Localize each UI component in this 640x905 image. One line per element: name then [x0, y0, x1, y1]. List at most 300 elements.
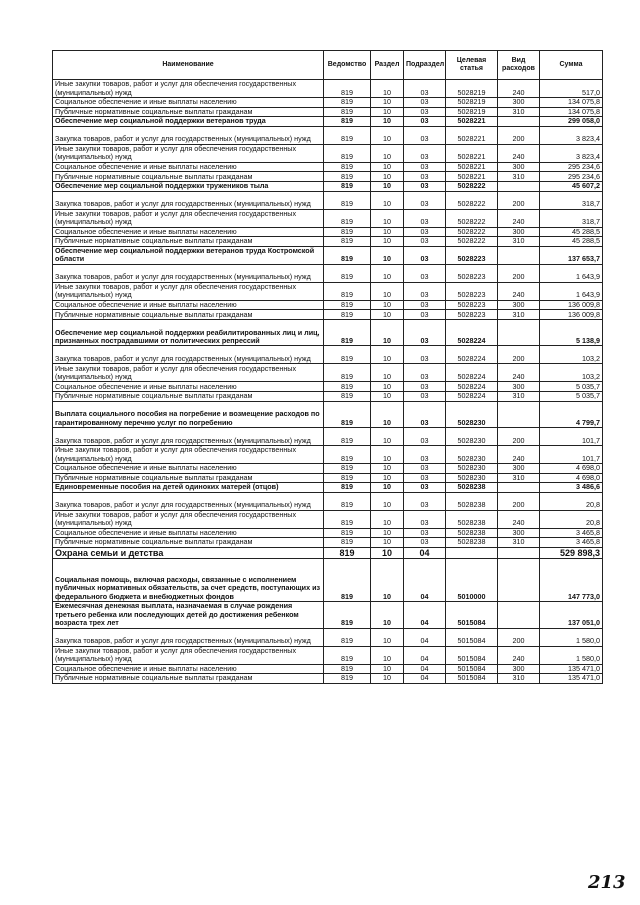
cell-podrazdel: 04: [404, 646, 446, 664]
cell-name: Ежемесячная денежная выплата, назначаемая в случае рождения третьего ребенка или последующих детей до достижения ребенком возраста трех лет: [53, 602, 324, 628]
table-row: [53, 191, 603, 209]
cell-name: Социальное обеспечение и иные выплаты населению: [53, 528, 324, 538]
cell-name: Охрана семьи и детства: [53, 547, 324, 558]
cell-summa: 517,0: [540, 80, 603, 98]
cell-celevaya: 5028223: [446, 282, 498, 300]
cell-vid: 300: [498, 463, 540, 473]
cell-name: Выплата социального пособия на погребение и возмещение расходов по гарантированному перечню услуг по погребению: [53, 401, 324, 427]
cell-podrazdel: 03: [404, 126, 446, 144]
cell-podrazdel: 03: [404, 172, 446, 182]
cell-ved: 819: [324, 559, 371, 602]
table-row: [53, 264, 603, 282]
cell-ved: 819: [324, 144, 371, 162]
cell-celevaya: 5028219: [446, 80, 498, 98]
table-row: [53, 401, 603, 427]
cell-summa: 3 823,4: [540, 126, 603, 144]
cell-ved: 819: [324, 492, 371, 510]
cell-ved: 819: [324, 483, 371, 493]
cell-podrazdel: 03: [404, 364, 446, 382]
cell-razdel: 10: [371, 382, 404, 392]
cell-ved: 819: [324, 227, 371, 237]
cell-summa: 5 035,7: [540, 391, 603, 401]
cell-ved: 819: [324, 209, 371, 227]
cell-podrazdel: 03: [404, 427, 446, 445]
cell-vid: 240: [498, 80, 540, 98]
cell-vid: 310: [498, 237, 540, 247]
cell-ved: 819: [324, 664, 371, 674]
cell-vid: [498, 181, 540, 191]
cell-ved: 819: [324, 107, 371, 117]
cell-celevaya: 5028221: [446, 162, 498, 172]
cell-summa: 103,2: [540, 346, 603, 364]
table-row: [53, 427, 603, 445]
table-row: [53, 310, 603, 320]
cell-ved: 819: [324, 427, 371, 445]
cell-summa: 318,7: [540, 191, 603, 209]
table-row: [53, 300, 603, 310]
cell-summa: 20,8: [540, 510, 603, 528]
cell-celevaya: 5015084: [446, 664, 498, 674]
cell-summa: 134 075,8: [540, 98, 603, 108]
cell-razdel: 10: [371, 107, 404, 117]
cell-vid: [498, 559, 540, 602]
header-name: Наименование: [53, 51, 324, 80]
cell-razdel: 10: [371, 510, 404, 528]
cell-summa: 136 009,8: [540, 310, 603, 320]
cell-podrazdel: 03: [404, 401, 446, 427]
cell-podrazdel: 03: [404, 463, 446, 473]
cell-name: Публичные нормативные социальные выплаты гражданам: [53, 172, 324, 182]
cell-razdel: 10: [371, 227, 404, 237]
cell-name: Социальное обеспечение и иные выплаты населению: [53, 227, 324, 237]
cell-razdel: 10: [371, 401, 404, 427]
cell-summa: 295 234,6: [540, 172, 603, 182]
cell-razdel: 10: [371, 664, 404, 674]
table-row: [53, 282, 603, 300]
cell-podrazdel: 04: [404, 547, 446, 558]
cell-name: Обеспечение мер социальной поддержки реабилитированных лиц и лиц, признанных пострадавшими от политических репрессий: [53, 319, 324, 345]
cell-summa: 3 823,4: [540, 144, 603, 162]
cell-celevaya: 5028221: [446, 126, 498, 144]
cell-podrazdel: 03: [404, 445, 446, 463]
table-row: [53, 364, 603, 382]
cell-summa: 45 288,5: [540, 227, 603, 237]
cell-razdel: 10: [371, 126, 404, 144]
cell-podrazdel: 03: [404, 483, 446, 493]
cell-ved: 819: [324, 674, 371, 684]
cell-vid: [498, 246, 540, 264]
header-ved: Ведомство: [324, 51, 371, 80]
cell-ved: 819: [324, 391, 371, 401]
cell-celevaya: 5015084: [446, 602, 498, 628]
cell-razdel: 10: [371, 427, 404, 445]
cell-ved: 819: [324, 264, 371, 282]
cell-summa: 318,7: [540, 209, 603, 227]
cell-summa: 1 580,0: [540, 628, 603, 646]
cell-vid: 310: [498, 674, 540, 684]
cell-celevaya: 5028222: [446, 237, 498, 247]
cell-ved: 819: [324, 463, 371, 473]
table-row: [53, 162, 603, 172]
cell-vid: 310: [498, 538, 540, 548]
cell-razdel: 10: [371, 181, 404, 191]
cell-summa: 3 465,8: [540, 528, 603, 538]
cell-razdel: 10: [371, 547, 404, 558]
table-row: [53, 319, 603, 345]
cell-ved: 819: [324, 346, 371, 364]
cell-name: Единовременные пособия на детей одиноких матерей (отцов): [53, 483, 324, 493]
table-row: [53, 528, 603, 538]
table-row: [53, 117, 603, 127]
cell-ved: 819: [324, 547, 371, 558]
cell-razdel: 10: [371, 492, 404, 510]
cell-ved: 819: [324, 602, 371, 628]
cell-ved: 819: [324, 98, 371, 108]
cell-podrazdel: 03: [404, 492, 446, 510]
cell-ved: 819: [324, 473, 371, 483]
cell-celevaya: 5015084: [446, 674, 498, 684]
cell-celevaya: 5028223: [446, 246, 498, 264]
cell-podrazdel: 03: [404, 528, 446, 538]
cell-ved: 819: [324, 300, 371, 310]
cell-celevaya: 5028230: [446, 427, 498, 445]
cell-ved: 819: [324, 282, 371, 300]
table-row: [53, 107, 603, 117]
cell-name: Закупка товаров, работ и услуг для государственных (муниципальных) нужд: [53, 628, 324, 646]
cell-celevaya: 5028221: [446, 172, 498, 182]
cell-razdel: 10: [371, 463, 404, 473]
table-row: [53, 237, 603, 247]
cell-celevaya: 5028238: [446, 510, 498, 528]
cell-vid: 240: [498, 364, 540, 382]
cell-vid: 310: [498, 310, 540, 320]
cell-summa: 4 698,0: [540, 473, 603, 483]
cell-summa: 4 698,0: [540, 463, 603, 473]
budget-sheet: [52, 50, 602, 684]
table-row: [53, 227, 603, 237]
cell-ved: 819: [324, 364, 371, 382]
cell-ved: 819: [324, 401, 371, 427]
cell-name: Закупка товаров, работ и услуг для государственных (муниципальных) нужд: [53, 492, 324, 510]
cell-razdel: 10: [371, 117, 404, 127]
cell-vid: 240: [498, 282, 540, 300]
cell-summa: 4 799,7: [540, 401, 603, 427]
cell-name: Закупка товаров, работ и услуг для государственных (муниципальных) нужд: [53, 191, 324, 209]
cell-podrazdel: 03: [404, 346, 446, 364]
table-row: [53, 126, 603, 144]
cell-ved: 819: [324, 237, 371, 247]
cell-celevaya: 5028230: [446, 401, 498, 427]
cell-podrazdel: 04: [404, 602, 446, 628]
cell-podrazdel: 03: [404, 144, 446, 162]
cell-name: Иные закупки товаров, работ и услуг для обеспечения государственных (муниципальных) нужд: [53, 510, 324, 528]
cell-summa: 295 234,6: [540, 162, 603, 172]
cell-vid: [498, 602, 540, 628]
cell-podrazdel: 04: [404, 664, 446, 674]
cell-summa: 135 471,0: [540, 674, 603, 684]
cell-ved: 819: [324, 126, 371, 144]
cell-celevaya: 5028222: [446, 191, 498, 209]
cell-summa: 135 471,0: [540, 664, 603, 674]
cell-podrazdel: 03: [404, 237, 446, 247]
cell-name: Иные закупки товаров, работ и услуг для обеспечения государственных (муниципальных) нужд: [53, 80, 324, 98]
cell-ved: 819: [324, 181, 371, 191]
cell-vid: 200: [498, 191, 540, 209]
cell-name: Публичные нормативные социальные выплаты гражданам: [53, 107, 324, 117]
header-celevaya: Целевая статья: [446, 51, 498, 80]
cell-vid: [498, 483, 540, 493]
table-row: [53, 445, 603, 463]
cell-razdel: 10: [371, 282, 404, 300]
cell-name: Обеспечение мер социальной поддержки ветеранов труда: [53, 117, 324, 127]
table-row: [53, 246, 603, 264]
cell-razdel: 10: [371, 209, 404, 227]
cell-razdel: 10: [371, 628, 404, 646]
table-row: [53, 559, 603, 602]
table-row: [53, 209, 603, 227]
cell-name: Обеспечение мер социальной поддержки ветеранов труда Костромской области: [53, 246, 324, 264]
cell-razdel: 10: [371, 237, 404, 247]
cell-vid: 200: [498, 427, 540, 445]
cell-summa: 137 653,7: [540, 246, 603, 264]
cell-razdel: 10: [371, 98, 404, 108]
cell-razdel: 10: [371, 162, 404, 172]
cell-razdel: 10: [371, 346, 404, 364]
cell-vid: 310: [498, 473, 540, 483]
cell-celevaya: 5015084: [446, 646, 498, 664]
cell-podrazdel: 03: [404, 98, 446, 108]
table-row: [53, 382, 603, 392]
cell-name: Социальное обеспечение и иные выплаты населению: [53, 463, 324, 473]
cell-celevaya: 5028219: [446, 98, 498, 108]
cell-ved: 819: [324, 80, 371, 98]
cell-vid: 200: [498, 126, 540, 144]
cell-name: Закупка товаров, работ и услуг для государственных (муниципальных) нужд: [53, 346, 324, 364]
cell-celevaya: 5028222: [446, 209, 498, 227]
cell-podrazdel: 03: [404, 473, 446, 483]
cell-razdel: 10: [371, 674, 404, 684]
cell-name: Иные закупки товаров, работ и услуг для обеспечения государственных (муниципальных) нужд: [53, 445, 324, 463]
cell-ved: 819: [324, 646, 371, 664]
cell-celevaya: 5028221: [446, 144, 498, 162]
cell-summa: 147 773,0: [540, 559, 603, 602]
cell-vid: 240: [498, 445, 540, 463]
cell-celevaya: 5028230: [446, 445, 498, 463]
cell-summa: 20,8: [540, 492, 603, 510]
cell-name: Социальное обеспечение и иные выплаты населению: [53, 300, 324, 310]
table-row: [53, 391, 603, 401]
cell-celevaya: [446, 547, 498, 558]
cell-ved: 819: [324, 445, 371, 463]
cell-razdel: 10: [371, 445, 404, 463]
cell-summa: 137 051,0: [540, 602, 603, 628]
cell-razdel: 10: [371, 538, 404, 548]
cell-ved: 819: [324, 246, 371, 264]
table-row: [53, 483, 603, 493]
cell-name: Обеспечение мер социальной поддержки тружеников тыла: [53, 181, 324, 191]
table-row: [53, 664, 603, 674]
cell-podrazdel: 03: [404, 181, 446, 191]
cell-razdel: 10: [371, 559, 404, 602]
cell-celevaya: 5028223: [446, 310, 498, 320]
cell-vid: 240: [498, 144, 540, 162]
cell-summa: 299 058,0: [540, 117, 603, 127]
cell-summa: 1 643,9: [540, 264, 603, 282]
cell-celevaya: 5028238: [446, 538, 498, 548]
header-podrazdel: Подраздел: [404, 51, 446, 80]
cell-vid: 310: [498, 172, 540, 182]
cell-razdel: 10: [371, 528, 404, 538]
cell-summa: 101,7: [540, 427, 603, 445]
cell-vid: [498, 319, 540, 345]
cell-name: Иные закупки товаров, работ и услуг для обеспечения государственных (муниципальных) нужд: [53, 282, 324, 300]
cell-name: Иные закупки товаров, работ и услуг для обеспечения государственных (муниципальных) нужд: [53, 364, 324, 382]
cell-vid: 300: [498, 227, 540, 237]
cell-vid: 310: [498, 391, 540, 401]
cell-razdel: 10: [371, 473, 404, 483]
cell-name: Закупка товаров, работ и услуг для государственных (муниципальных) нужд: [53, 427, 324, 445]
page-number: 213: [588, 872, 626, 893]
table-row: [53, 547, 603, 558]
cell-razdel: 10: [371, 144, 404, 162]
header-razdel: Раздел: [371, 51, 404, 80]
cell-razdel: 10: [371, 191, 404, 209]
cell-celevaya: 5028224: [446, 319, 498, 345]
cell-podrazdel: 03: [404, 538, 446, 548]
cell-celevaya: 5028238: [446, 492, 498, 510]
cell-vid: 310: [498, 107, 540, 117]
cell-summa: 5 035,7: [540, 382, 603, 392]
table-row: [53, 674, 603, 684]
cell-vid: 240: [498, 510, 540, 528]
cell-razdel: 10: [371, 264, 404, 282]
table-row: [53, 172, 603, 182]
cell-podrazdel: 03: [404, 510, 446, 528]
cell-razdel: 10: [371, 602, 404, 628]
cell-podrazdel: 04: [404, 628, 446, 646]
cell-vid: 300: [498, 98, 540, 108]
cell-podrazdel: 03: [404, 282, 446, 300]
cell-podrazdel: 04: [404, 559, 446, 602]
cell-name: Иные закупки товаров, работ и услуг для обеспечения государственных (муниципальных) нужд: [53, 646, 324, 664]
cell-vid: 200: [498, 492, 540, 510]
cell-celevaya: 5028223: [446, 300, 498, 310]
cell-summa: 3 465,8: [540, 538, 603, 548]
cell-podrazdel: 03: [404, 310, 446, 320]
cell-summa: 134 075,8: [540, 107, 603, 117]
cell-celevaya: 5028238: [446, 528, 498, 538]
cell-summa: 1 580,0: [540, 646, 603, 664]
cell-podrazdel: 03: [404, 162, 446, 172]
cell-vid: 240: [498, 646, 540, 664]
cell-ved: 819: [324, 510, 371, 528]
table-row: [53, 492, 603, 510]
cell-summa: 136 009,8: [540, 300, 603, 310]
cell-ved: 819: [324, 382, 371, 392]
cell-summa: 5 138,9: [540, 319, 603, 345]
cell-razdel: 10: [371, 483, 404, 493]
cell-celevaya: 5028230: [446, 463, 498, 473]
cell-summa: 45 288,5: [540, 237, 603, 247]
table-row: [53, 98, 603, 108]
cell-razdel: 10: [371, 246, 404, 264]
cell-podrazdel: 03: [404, 300, 446, 310]
cell-name: Закупка товаров, работ и услуг для государственных (муниципальных) нужд: [53, 126, 324, 144]
cell-podrazdel: 03: [404, 80, 446, 98]
cell-celevaya: 5028224: [446, 391, 498, 401]
cell-summa: 45 607,2: [540, 181, 603, 191]
cell-razdel: 10: [371, 172, 404, 182]
table-row: [53, 628, 603, 646]
cell-name: Социальное обеспечение и иные выплаты населению: [53, 664, 324, 674]
cell-podrazdel: 03: [404, 117, 446, 127]
cell-summa: 1 643,9: [540, 282, 603, 300]
cell-celevaya: 5010000: [446, 559, 498, 602]
table-row: [53, 602, 603, 628]
cell-podrazdel: 03: [404, 107, 446, 117]
cell-razdel: 10: [371, 300, 404, 310]
cell-razdel: 10: [371, 319, 404, 345]
table-row: [53, 473, 603, 483]
cell-razdel: 10: [371, 391, 404, 401]
cell-podrazdel: 03: [404, 191, 446, 209]
header-summa: Сумма: [540, 51, 603, 80]
table-row: [53, 463, 603, 473]
cell-vid: [498, 547, 540, 558]
cell-name: Закупка товаров, работ и услуг для государственных (муниципальных) нужд: [53, 264, 324, 282]
cell-razdel: 10: [371, 364, 404, 382]
cell-podrazdel: 03: [404, 264, 446, 282]
cell-name: Публичные нормативные социальные выплаты гражданам: [53, 237, 324, 247]
cell-ved: 819: [324, 628, 371, 646]
cell-celevaya: 5028238: [446, 483, 498, 493]
cell-summa: 101,7: [540, 445, 603, 463]
cell-summa: 529 898,3: [540, 547, 603, 558]
cell-podrazdel: 03: [404, 382, 446, 392]
table-row: [53, 80, 603, 98]
cell-ved: 819: [324, 538, 371, 548]
cell-podrazdel: 03: [404, 227, 446, 237]
cell-name: Социальное обеспечение и иные выплаты населению: [53, 382, 324, 392]
cell-celevaya: 5028230: [446, 473, 498, 483]
cell-celevaya: 5015084: [446, 628, 498, 646]
cell-name: Публичные нормативные социальные выплаты гражданам: [53, 538, 324, 548]
cell-vid: 300: [498, 528, 540, 538]
cell-summa: 3 486,6: [540, 483, 603, 493]
cell-ved: 819: [324, 117, 371, 127]
cell-podrazdel: 03: [404, 319, 446, 345]
table-row: [53, 510, 603, 528]
cell-podrazdel: 04: [404, 674, 446, 684]
cell-podrazdel: 03: [404, 209, 446, 227]
cell-podrazdel: 03: [404, 391, 446, 401]
cell-name: Социальная помощь, включая расходы, связанные с исполнением публичных нормативных обязательств, за счет средств, поступающих из федерального бюджета и внебюджетных фондов: [53, 559, 324, 602]
cell-name: Публичные нормативные социальные выплаты гражданам: [53, 310, 324, 320]
cell-name: Публичные нормативные социальные выплаты гражданам: [53, 473, 324, 483]
cell-summa: 103,2: [540, 364, 603, 382]
cell-ved: 819: [324, 172, 371, 182]
cell-vid: 200: [498, 346, 540, 364]
cell-celevaya: 5028222: [446, 227, 498, 237]
table-row: [53, 646, 603, 664]
cell-ved: 819: [324, 319, 371, 345]
cell-vid: 200: [498, 264, 540, 282]
cell-name: Публичные нормативные социальные выплаты гражданам: [53, 391, 324, 401]
table-row: [53, 538, 603, 548]
cell-podrazdel: 03: [404, 246, 446, 264]
cell-ved: 819: [324, 310, 371, 320]
cell-celevaya: 5028224: [446, 364, 498, 382]
